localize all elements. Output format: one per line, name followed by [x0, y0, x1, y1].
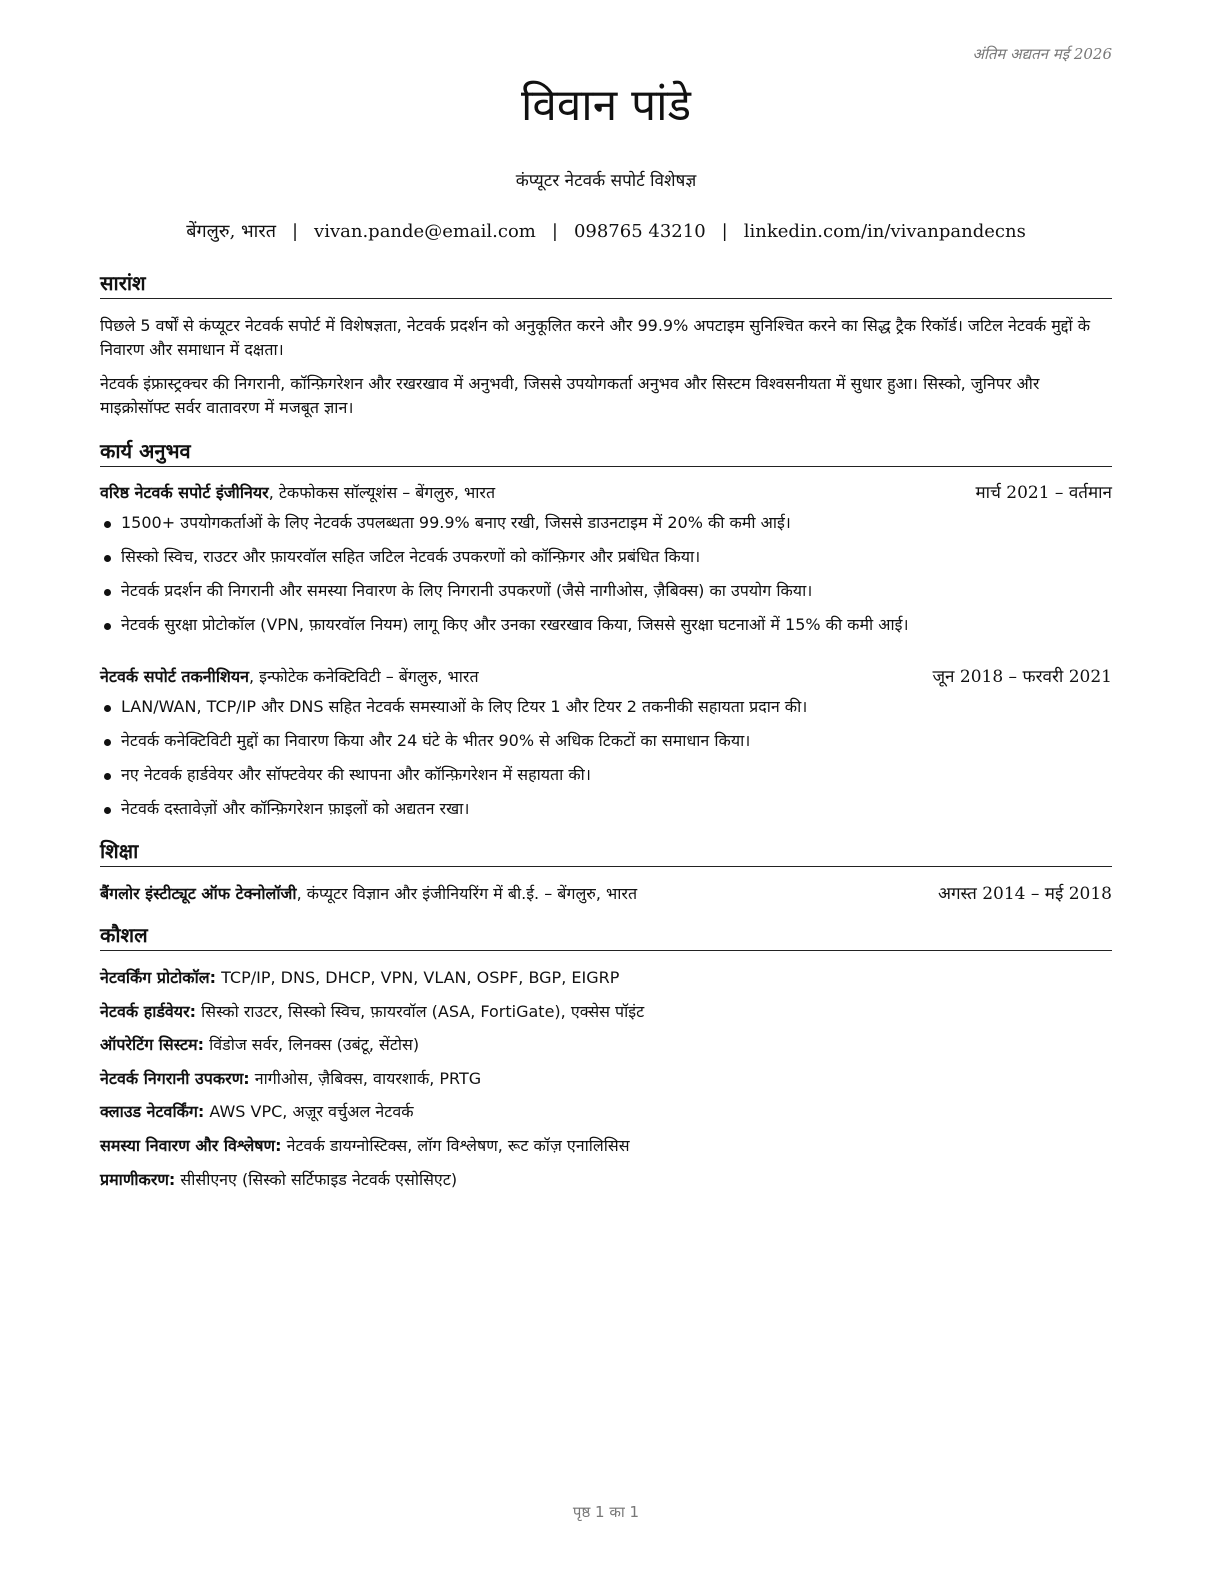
skill-item [100, 966, 1112, 1000]
education-entry [100, 882, 1112, 906]
job-title-line [100, 483, 495, 502]
section-title-education: शिक्षा [100, 838, 1112, 867]
list-item: नेटवर्क दस्तावेज़ों और कॉन्फ़िगरेशन फ़ाइलों को अद्यतन रखा। [100, 797, 1112, 831]
section-title-experience: कार्य अनुभव [100, 438, 1112, 467]
skill-label: ऑपरेटिंग सिस्टम: [100, 1035, 205, 1055]
last-updated-note: अंतिम अद्यतन मई 2026 [972, 45, 1112, 63]
skill-item [100, 1100, 1112, 1134]
skill-value: नेटवर्क डायग्नोस्टिक्स, लॉग विश्लेषण, रूट कॉज़ एनालिसिस [281, 1135, 630, 1155]
education-institution: बैंगलोर इंस्टीट्यूट ऑफ टेक्नोलॉजी [100, 884, 297, 903]
skill-item [100, 1033, 1112, 1067]
job-title-line [100, 667, 479, 686]
job-header [100, 481, 1112, 505]
skill-label: नेटवर्क हार्डवेयर: [100, 1001, 197, 1021]
skill-label: समस्या निवारण और विश्लेषण: [100, 1135, 282, 1155]
skill-value: सीसीएनए (सिस्को सर्टिफाइड नेटवर्क एसोसिएट) [175, 1169, 458, 1189]
candidate-title: कंप्यूटर नेटवर्क सपोर्ट विशेषज्ञ [515, 171, 697, 191]
contact-separator: | [721, 221, 728, 242]
contact-line [100, 219, 1112, 243]
skill-value: AWS VPC, अज़ूर वर्चुअल नेटवर्क [204, 1102, 414, 1122]
skill-label: प्रमाणीकरण: [100, 1169, 176, 1189]
resume-page [100, 0, 1112, 1584]
section-title-summary: सारांश [100, 270, 1112, 299]
education-line [100, 884, 637, 903]
contact-separator: | [291, 221, 299, 242]
skills-list [100, 966, 1112, 1201]
summary-paragraph: नेटवर्क इंफ्रास्ट्रक्चर की निगरानी, कॉन्फ़िगरेशन और रखरखाव में अनुभवी, जिससे उपयोगकर्ता अनुभव और सिस्टम विश्वसनीयता में सुधार हुआ। सिस्को, जुनिपर और माइक्रोसॉफ्ट सर्वर वातावरण में मजबूत ज्ञान। [100, 374, 1040, 417]
job-role: नेटवर्क सपोर्ट तकनीशियन [100, 667, 249, 686]
skill-label: नेटवर्किंग प्रोटोकॉल: [100, 968, 216, 987]
candidate-name: विवान पांडे [520, 80, 692, 131]
contact-phone: 098765 43210 [573, 221, 706, 242]
education-detail: , कंप्यूटर विज्ञान और इंजीनियरिंग में बी.ई. – बेंगलुरु, भारत [296, 884, 638, 903]
list-item: नए नेटवर्क हार्डवेयर और सॉफ्टवेयर की स्थापना और कॉन्फ़िगरेशन में सहायता की। [100, 763, 1112, 797]
job-org: , टेकफोकस सॉल्यूशंस – बेंगलुरु, भारत [268, 483, 496, 502]
job-header [100, 665, 1112, 689]
skill-label: नेटवर्क निगरानी उपकरण: [100, 1068, 250, 1088]
skill-label: क्लाउड नेटवर्किंग: [100, 1102, 205, 1122]
job-dates: मार्च 2021 – वर्तमान [975, 483, 1112, 503]
job-bullet-list [100, 695, 1112, 831]
contact-separator: | [551, 221, 558, 242]
list-item: 1500+ उपयोगकर्ताओं के लिए नेटवर्क उपलब्धता 99.9% बनाए रखी, जिससे डाउनटाइम में 20% की कमी आई। [100, 511, 1112, 545]
skill-item [100, 1067, 1112, 1101]
skill-value: विंडोज सर्वर, लिनक्स (उबंटू, सेंटोस) [204, 1035, 420, 1055]
job-org: , इन्फोटेक कनेक्टिविटी – बेंगलुरु, भारत [249, 667, 479, 686]
job-dates: जून 2018 – फरवरी 2021 [932, 667, 1112, 687]
education-dates: अगस्त 2014 – मई 2018 [937, 884, 1112, 904]
skill-value: TCP/IP, DNS, DHCP, VPN, VLAN, OSPF, BGP, EIGRP [216, 968, 620, 987]
skill-value: नागीओस, ज़ैबिक्स, वायरशार्क, PRTG [249, 1068, 482, 1088]
contact-email[interactable]: vivan.pande@email.com [314, 221, 536, 242]
section-title-skills: कौशल [100, 922, 1112, 951]
job-role: वरिष्ठ नेटवर्क सपोर्ट इंजीनियर [100, 483, 269, 502]
contact-linkedin[interactable]: linkedin.com/in/vivanpandecns [743, 221, 1026, 242]
page-number: पृष्ठ 1 का 1 [572, 1503, 640, 1521]
skill-value: सिस्को राउटर, सिस्को स्विच, फ़ायरवॉल (ASA, FortiGate), एक्सेस पॉइंट [196, 1001, 645, 1021]
list-item: नेटवर्क प्रदर्शन की निगरानी और समस्या निवारण के लिए निगरानी उपकरणों (जैसे नागीओस, ज़ैबिक्स) का उपयोग किया। [100, 579, 1112, 613]
list-item: नेटवर्क सुरक्षा प्रोटोकॉल (VPN, फ़ायरवॉल नियम) लागू किए और उनका रखरखाव किया, जिससे सुरक्षा घटनाओं में 15% की कमी आई। [100, 613, 1112, 647]
summary-paragraph: पिछले 5 वर्षों से कंप्यूटर नेटवर्क सपोर्ट में विशेषज्ञता, नेटवर्क प्रदर्शन को अनुकूलित करने और 99.9% अपटाइम सुनिश्चित करने का सिद्ध ट्रैक रिकॉर्ड। जटिल नेटवर्क मुद्दों के निवारण और समाधान में दक्षता। [100, 316, 1091, 359]
job-bullet-list [100, 511, 1112, 647]
skill-item [100, 1134, 1112, 1168]
skill-item [100, 1000, 1112, 1034]
skill-item [100, 1168, 1112, 1202]
list-item: सिस्को स्विच, राउटर और फ़ायरवॉल सहित जटिल नेटवर्क उपकरणों को कॉन्फ़िगर और प्रबंधित किया। [100, 545, 1112, 579]
contact-location: बेंगलुरु, भारत [186, 221, 276, 242]
list-item: LAN/WAN, TCP/IP और DNS सहित नेटवर्क समस्याओं के लिए टियर 1 और टियर 2 तकनीकी सहायता प्रदान की। [100, 695, 1112, 729]
list-item: नेटवर्क कनेक्टिविटी मुद्दों का निवारण किया और 24 घंटे के भीतर 90% से अधिक टिकटों का समाधान किया। [100, 729, 1112, 763]
